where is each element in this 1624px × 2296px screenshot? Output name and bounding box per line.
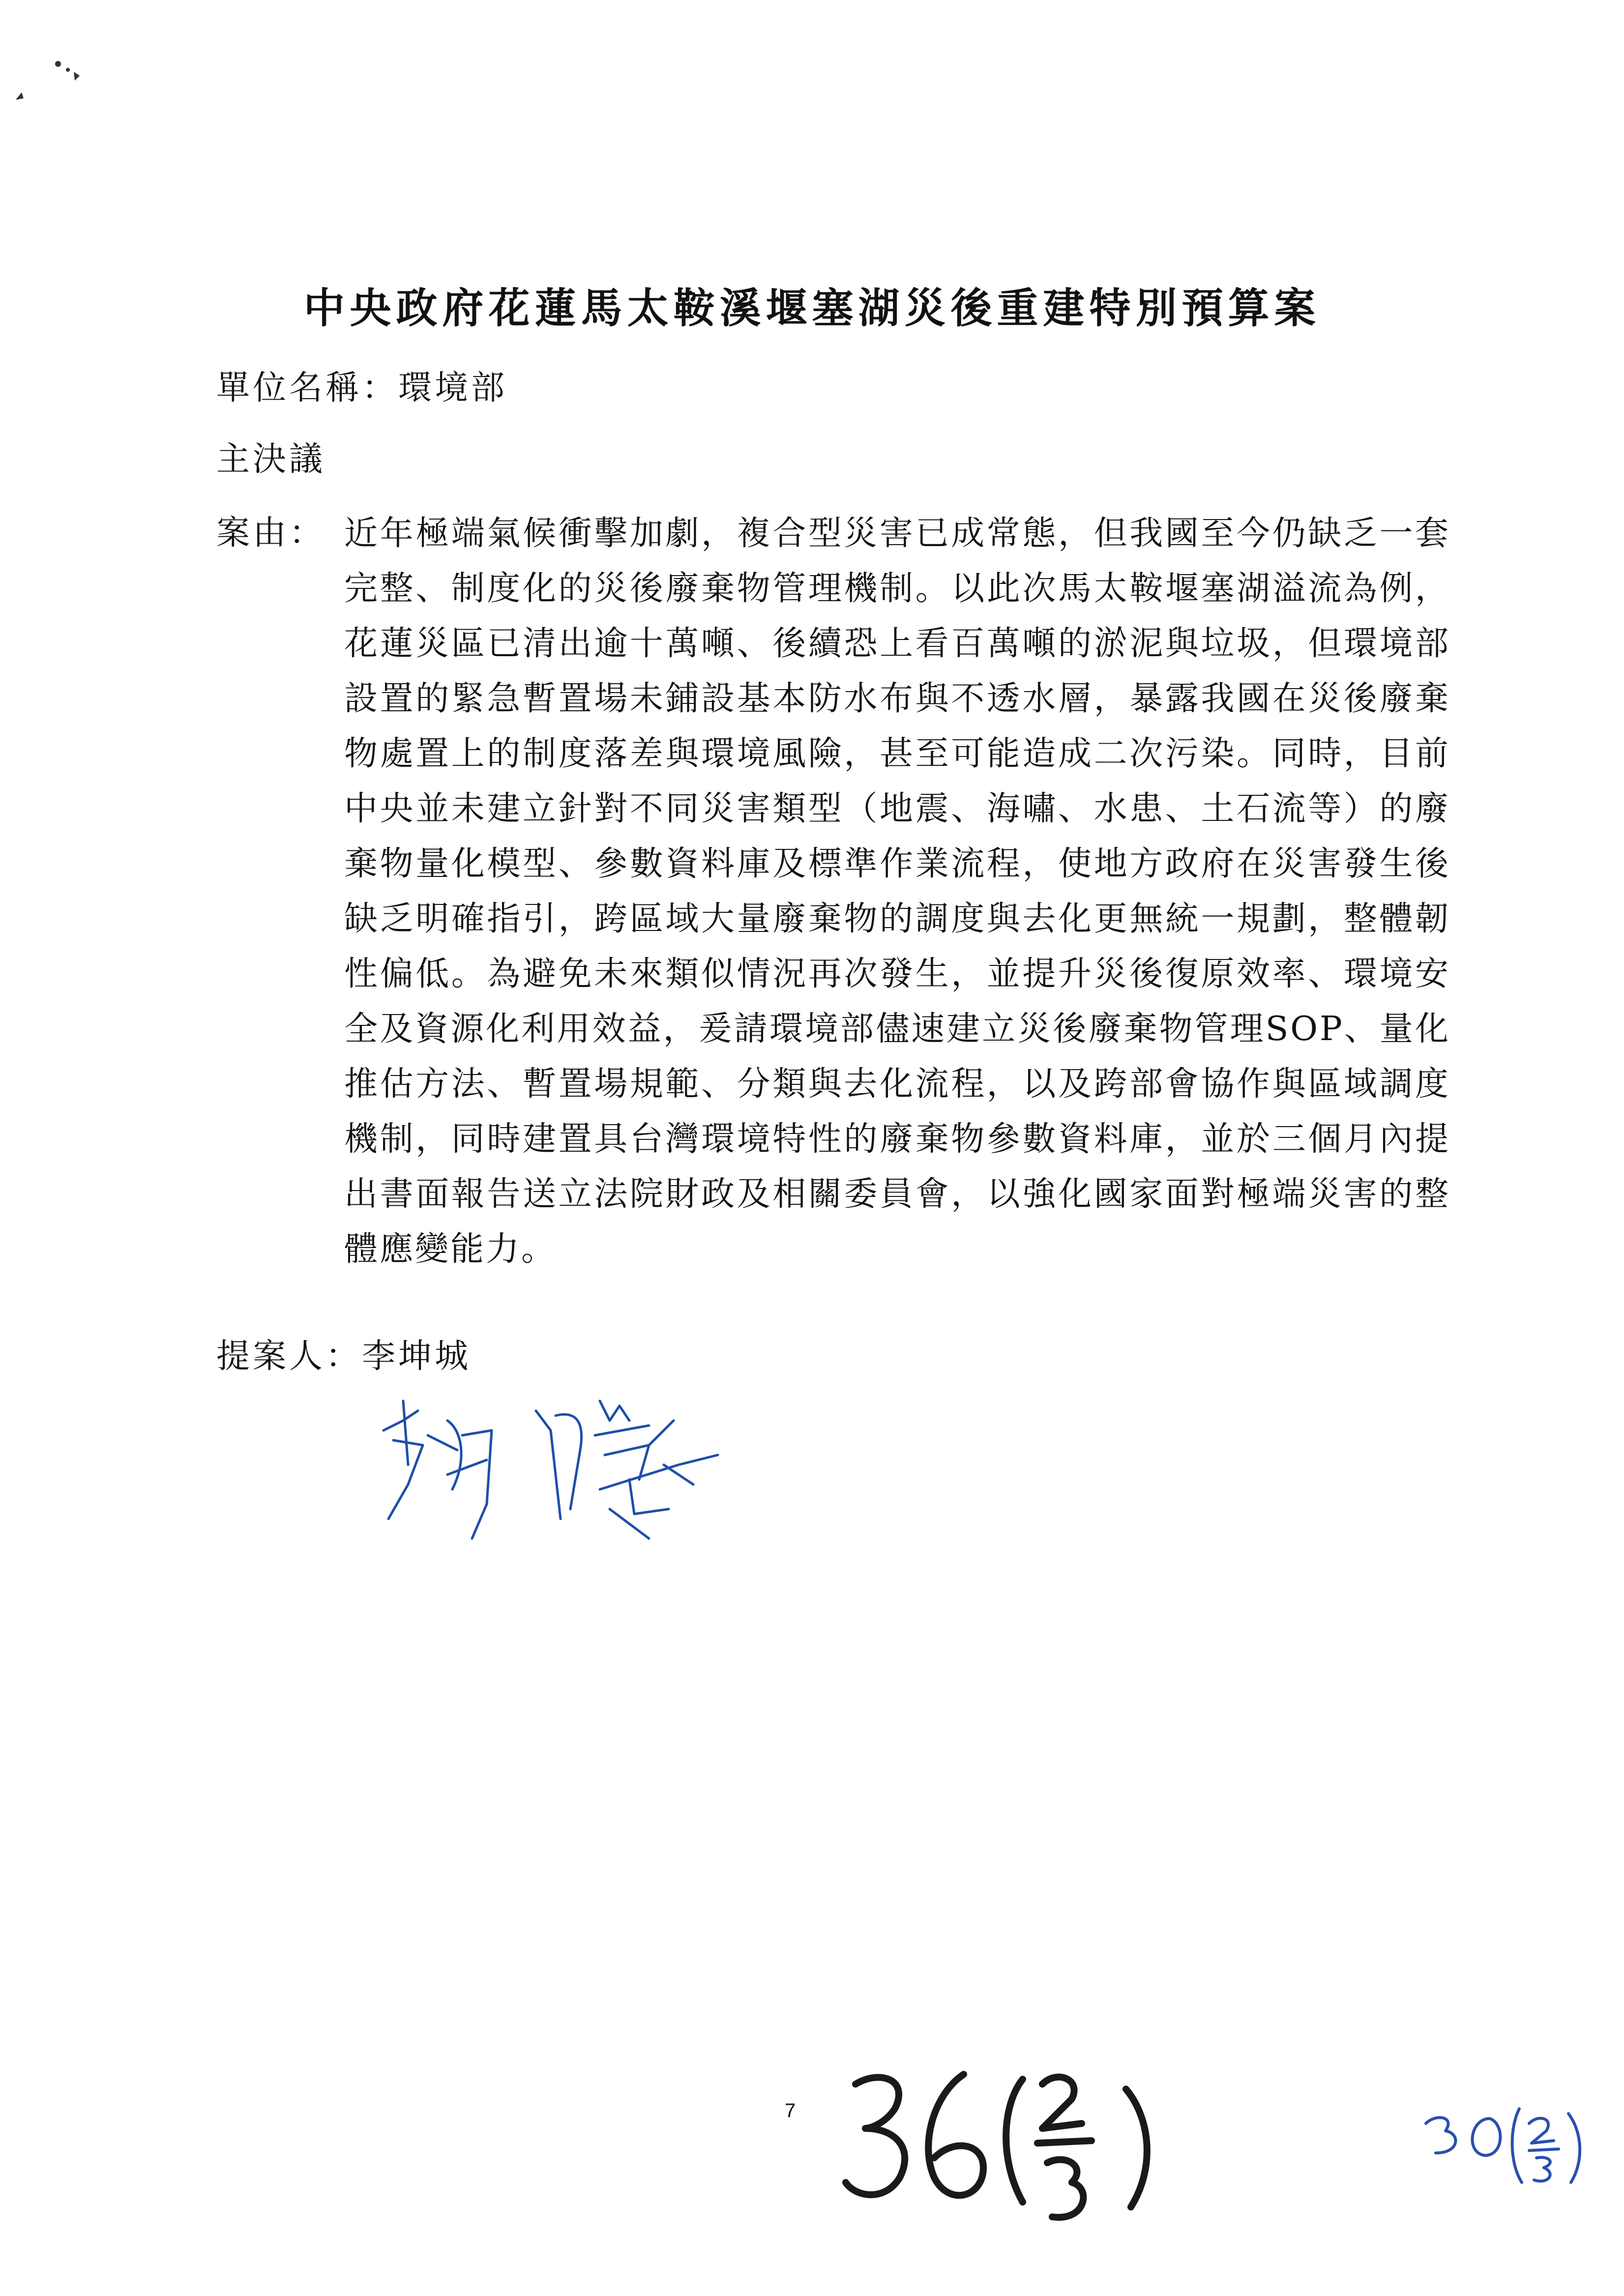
case-body-text: 近年極端氣候衝擊加劇，複合型災害已成常態，但我國至今仍缺乏一套完整、制度化的災後廢棄物管理機制。以此次馬太鞍堰塞湖溢流為例，花蓮災區已清出逾十萬噸、後續恐上看百萬噸的淤泥與垃圾，但環境部設置的緊急暫置場未鋪設基本防水布與不透水層，暴露我國在災後廢棄物處置上的制度落差與環境風險，甚至可能造成二次污染。同時，目前中央並未建立針對不同災害類型（地震、海嘯、水患、土石流等）的廢棄物量化模型、參數資料庫及標準作業流程，使地方政府在災害發生後缺乏明確指引，跨區域大量廢棄物的調度與去化更無統一規劃，整體韌性偏低。為避免未來類似情況再次發生，並提升災後復原效率、環境安全及資源化利用效益，爰請環境部儘速建立災後廢棄物管理SOP、量化推估方法、暫置場規範、分類與去化流程，以及跨部會協作與區域調度機制，同時建置具台灣環境特性的廢棄物參數資料庫，並於三個月內提出書面報告送立法院財政及相關委員會，以強化國家面對極端災害的整體應變能力。 xyxy=(344,514,1450,1269)
handwritten-page-mark xyxy=(836,2060,1180,2246)
handwritten-signature xyxy=(374,1391,767,1568)
page-number: 7 xyxy=(785,2100,796,2122)
resolution-type: 主決議 xyxy=(216,440,326,479)
handwritten-margin-mark xyxy=(1416,2089,1593,2187)
document-title: 中央政府花蓮馬太鞍溪堰塞湖災後重建特別預算案 xyxy=(303,284,1321,332)
scan-speck-mark xyxy=(11,53,80,112)
case-label: 案由： xyxy=(216,514,326,552)
proposer-line: 提案人：李坤城 xyxy=(216,1337,472,1376)
unit-name-line: 單位名稱：環境部 xyxy=(216,369,508,407)
